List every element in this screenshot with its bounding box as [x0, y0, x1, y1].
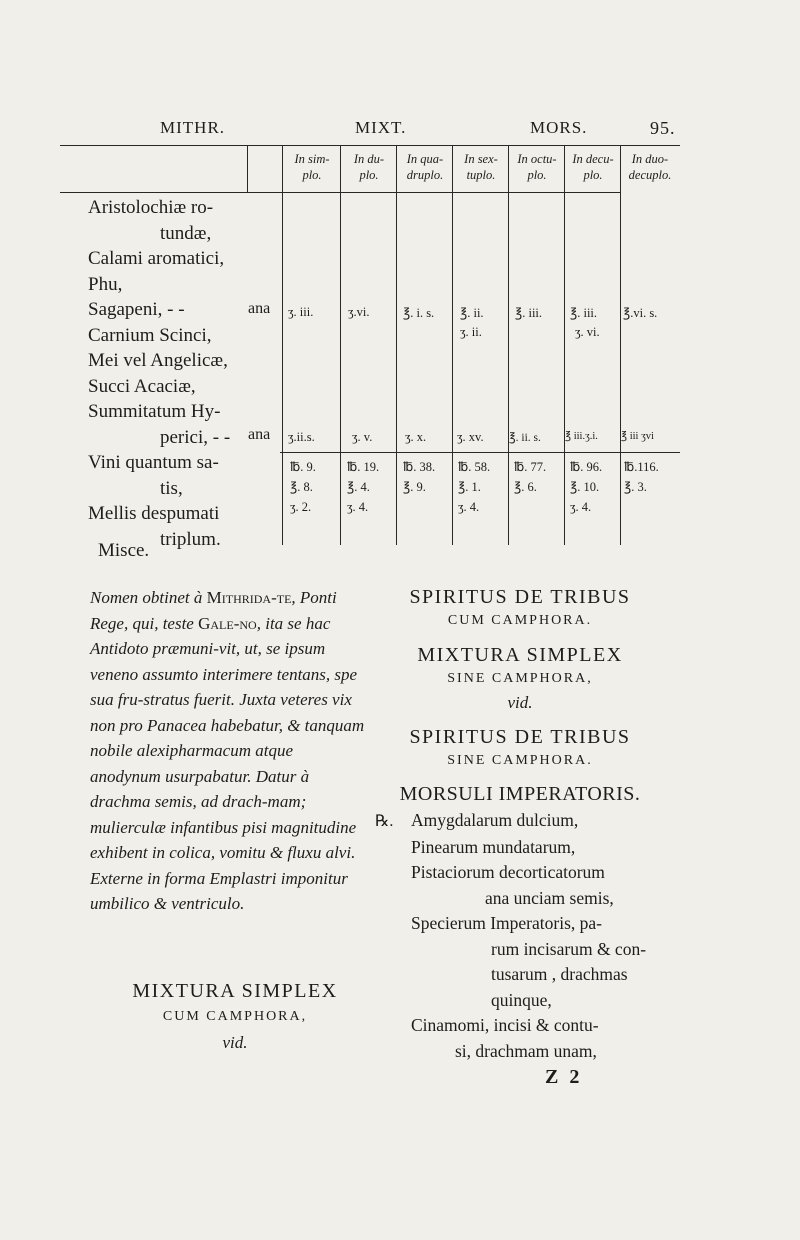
- running-head-center: MIXT.: [355, 118, 407, 137]
- ingredient-list: [88, 195, 283, 552]
- commentary-text: te: [276, 588, 292, 607]
- recipe-line: Pistaciorum decorticatorum: [411, 862, 605, 882]
- column-header: In sex- tuplo.: [464, 152, 498, 182]
- dose-cell: ℥. ii. s.: [509, 432, 541, 444]
- dose-cell: ℥. i. s.: [403, 306, 435, 320]
- dose-cell: ʒ. xv.: [457, 430, 484, 444]
- section-heading: MIXTURA SIMPLEX SINE CAMPHORA, vid.: [417, 644, 623, 712]
- ingredient-line: tundæ,: [160, 222, 212, 244]
- running-head-right: MORS.: [530, 118, 588, 137]
- recipe-line: Cinamomi, incisi & contu-: [411, 1015, 599, 1035]
- recipe-line: tusarum , drachmas: [491, 964, 628, 984]
- ingredient-line: Carnium Scinci,: [88, 324, 212, 346]
- commentary-text: no: [239, 613, 257, 633]
- ingredient-line: Sagapeni, - -: [88, 299, 185, 320]
- left-cross-reference: [120, 978, 350, 1056]
- dose-cell: ℔. 96. ℥. 10. ʒ. 4.: [570, 460, 603, 514]
- dose-cell: ℔. 19. ℥. 4. ʒ. 4.: [347, 460, 380, 514]
- ingredient-line: Vini quantum sa-: [88, 452, 219, 473]
- running-head: [0, 118, 800, 148]
- table-divider: [564, 145, 565, 545]
- commentary-paragraph: [90, 585, 365, 917]
- recipe-title: MORSULI IMPERATORIS.: [399, 783, 641, 805]
- recipe-line: quinque,: [491, 989, 552, 1010]
- ingredient-line: tis,: [160, 477, 183, 499]
- recipe-line: Pinearum mundatarum,: [411, 836, 576, 857]
- recipe-line: Amygdalarum dulcium,: [411, 810, 579, 830]
- printer-signature: Z 2: [545, 1066, 583, 1088]
- table-divider: [247, 145, 248, 192]
- misce-instruction: Misce.: [98, 540, 150, 561]
- dose-cell: ʒ. vi.: [575, 325, 600, 339]
- column-header: In duo- decuplo.: [628, 152, 672, 182]
- dose-cell: ℥. ii.: [460, 306, 484, 320]
- dose-cell: ℥. iii.: [515, 306, 543, 320]
- dose-cell: ʒ. ii.: [460, 325, 482, 339]
- commentary-text: , ita se hac Antidoto præmuni-vit, ut, se ipsum veneno assumto interimere tentans, spe sua fru-stratus fuerit. Juxta veteres vix non pro Panacea habebatur, & tanquam nobile alexipharmacum atque anodynum usurpabatur. Datur à drachma semis, ad drach-mam; mulierculæ infantibus pisi magnitudine exhibent in colica, vomitu & fluxu alvi. Externe in forma Emplastri imponitur umbilico & ventriculo.: [90, 613, 365, 913]
- dose-cell: ℔. 9. ℥. 8. ʒ. 2.: [290, 460, 316, 514]
- section-heading: SPIRITUS DE TRIBUS SINE CAMPHORA.: [409, 726, 631, 768]
- dose-cell: ℔. 58. ℥. 1. ʒ. 4.: [458, 460, 491, 514]
- dose-cell: ℥ iii.ʒ.i.: [565, 431, 598, 442]
- dose-cell: ℥.vi. s.: [623, 306, 658, 320]
- recipe-line: rum incisarum & con-: [491, 938, 647, 959]
- right-column: [375, 585, 665, 1064]
- table-divider: [452, 145, 453, 545]
- dose-cell: ʒ. x.: [405, 430, 427, 444]
- table-divider: [620, 145, 621, 545]
- ingredient-line: Mei vel Angelicæ,: [88, 350, 228, 371]
- column-header: In sim- plo.: [294, 152, 330, 182]
- ingredient-line: perici, - -: [160, 426, 231, 448]
- dose-cell: ʒ.ii.s.: [288, 430, 315, 444]
- column-header: In du- plo.: [353, 152, 385, 182]
- dose-cell: ℔. 77. ℥. 6.: [514, 460, 547, 494]
- column-header: In octu- plo.: [517, 152, 557, 182]
- dose-cell: ℔. 38. ℥. 9.: [403, 460, 436, 494]
- table-divider: [508, 145, 509, 545]
- table-divider: [396, 145, 397, 545]
- dose-cell: ℥ iii ʒvi: [621, 431, 654, 442]
- table-divider: [340, 145, 341, 545]
- commentary-text: Nomen obtinet à: [90, 588, 207, 607]
- ana-label: ana: [248, 426, 271, 443]
- cross-reference-title: MIXTURA SIMPLEX: [132, 980, 338, 1002]
- running-head-left: MITHR.: [160, 118, 226, 137]
- recipe-body: [375, 808, 665, 1064]
- recipe-line: Specierum Imperatoris, pa-: [411, 913, 602, 933]
- dose-cell: ℔.116. ℥. 3.: [624, 460, 659, 494]
- ingredient-line: Aristolochiæ ro-: [88, 197, 214, 218]
- dose-cell: ʒ.vi.: [348, 305, 370, 319]
- commentary-text: Mithrida-: [206, 588, 277, 607]
- ana-label: ana: [248, 300, 271, 317]
- commentary-text: , Ponti Rege, qui, teste: [90, 588, 337, 633]
- column-header: In qua- druplo.: [406, 152, 444, 182]
- ingredient-line: Succi Acaciæ,: [88, 375, 196, 397]
- cross-reference-vid: vid.: [222, 1033, 248, 1052]
- recipe-line: si, drachmam unam,: [455, 1040, 597, 1061]
- section-heading: SPIRITUS DE TRIBUS CUM CAMPHORA.: [409, 586, 631, 628]
- page-number: 95.: [650, 118, 676, 138]
- recipe-symbol: ℞.: [375, 813, 394, 830]
- dose-cell: ʒ. v.: [352, 430, 373, 444]
- column-header: In decu- plo.: [572, 152, 614, 182]
- recipe-line: ana unciam semis,: [485, 887, 614, 908]
- dose-cell: ℥. iii.: [570, 306, 598, 320]
- ingredient-line: triplum.: [160, 528, 221, 550]
- ingredient-line: Mellis despumati: [88, 503, 220, 524]
- cross-reference-subtitle: CUM CAMPHORA,: [162, 1009, 308, 1024]
- commentary-text: Gale-: [198, 613, 240, 633]
- ingredient-line: Summitatum Hy-: [88, 401, 221, 422]
- prescription-table: [60, 145, 680, 555]
- ingredient-line: Phu,: [88, 273, 123, 295]
- table-top-rule: [60, 145, 680, 146]
- ingredient-line: Calami aromatici,: [88, 248, 225, 269]
- dose-cell: ʒ. iii.: [288, 305, 314, 319]
